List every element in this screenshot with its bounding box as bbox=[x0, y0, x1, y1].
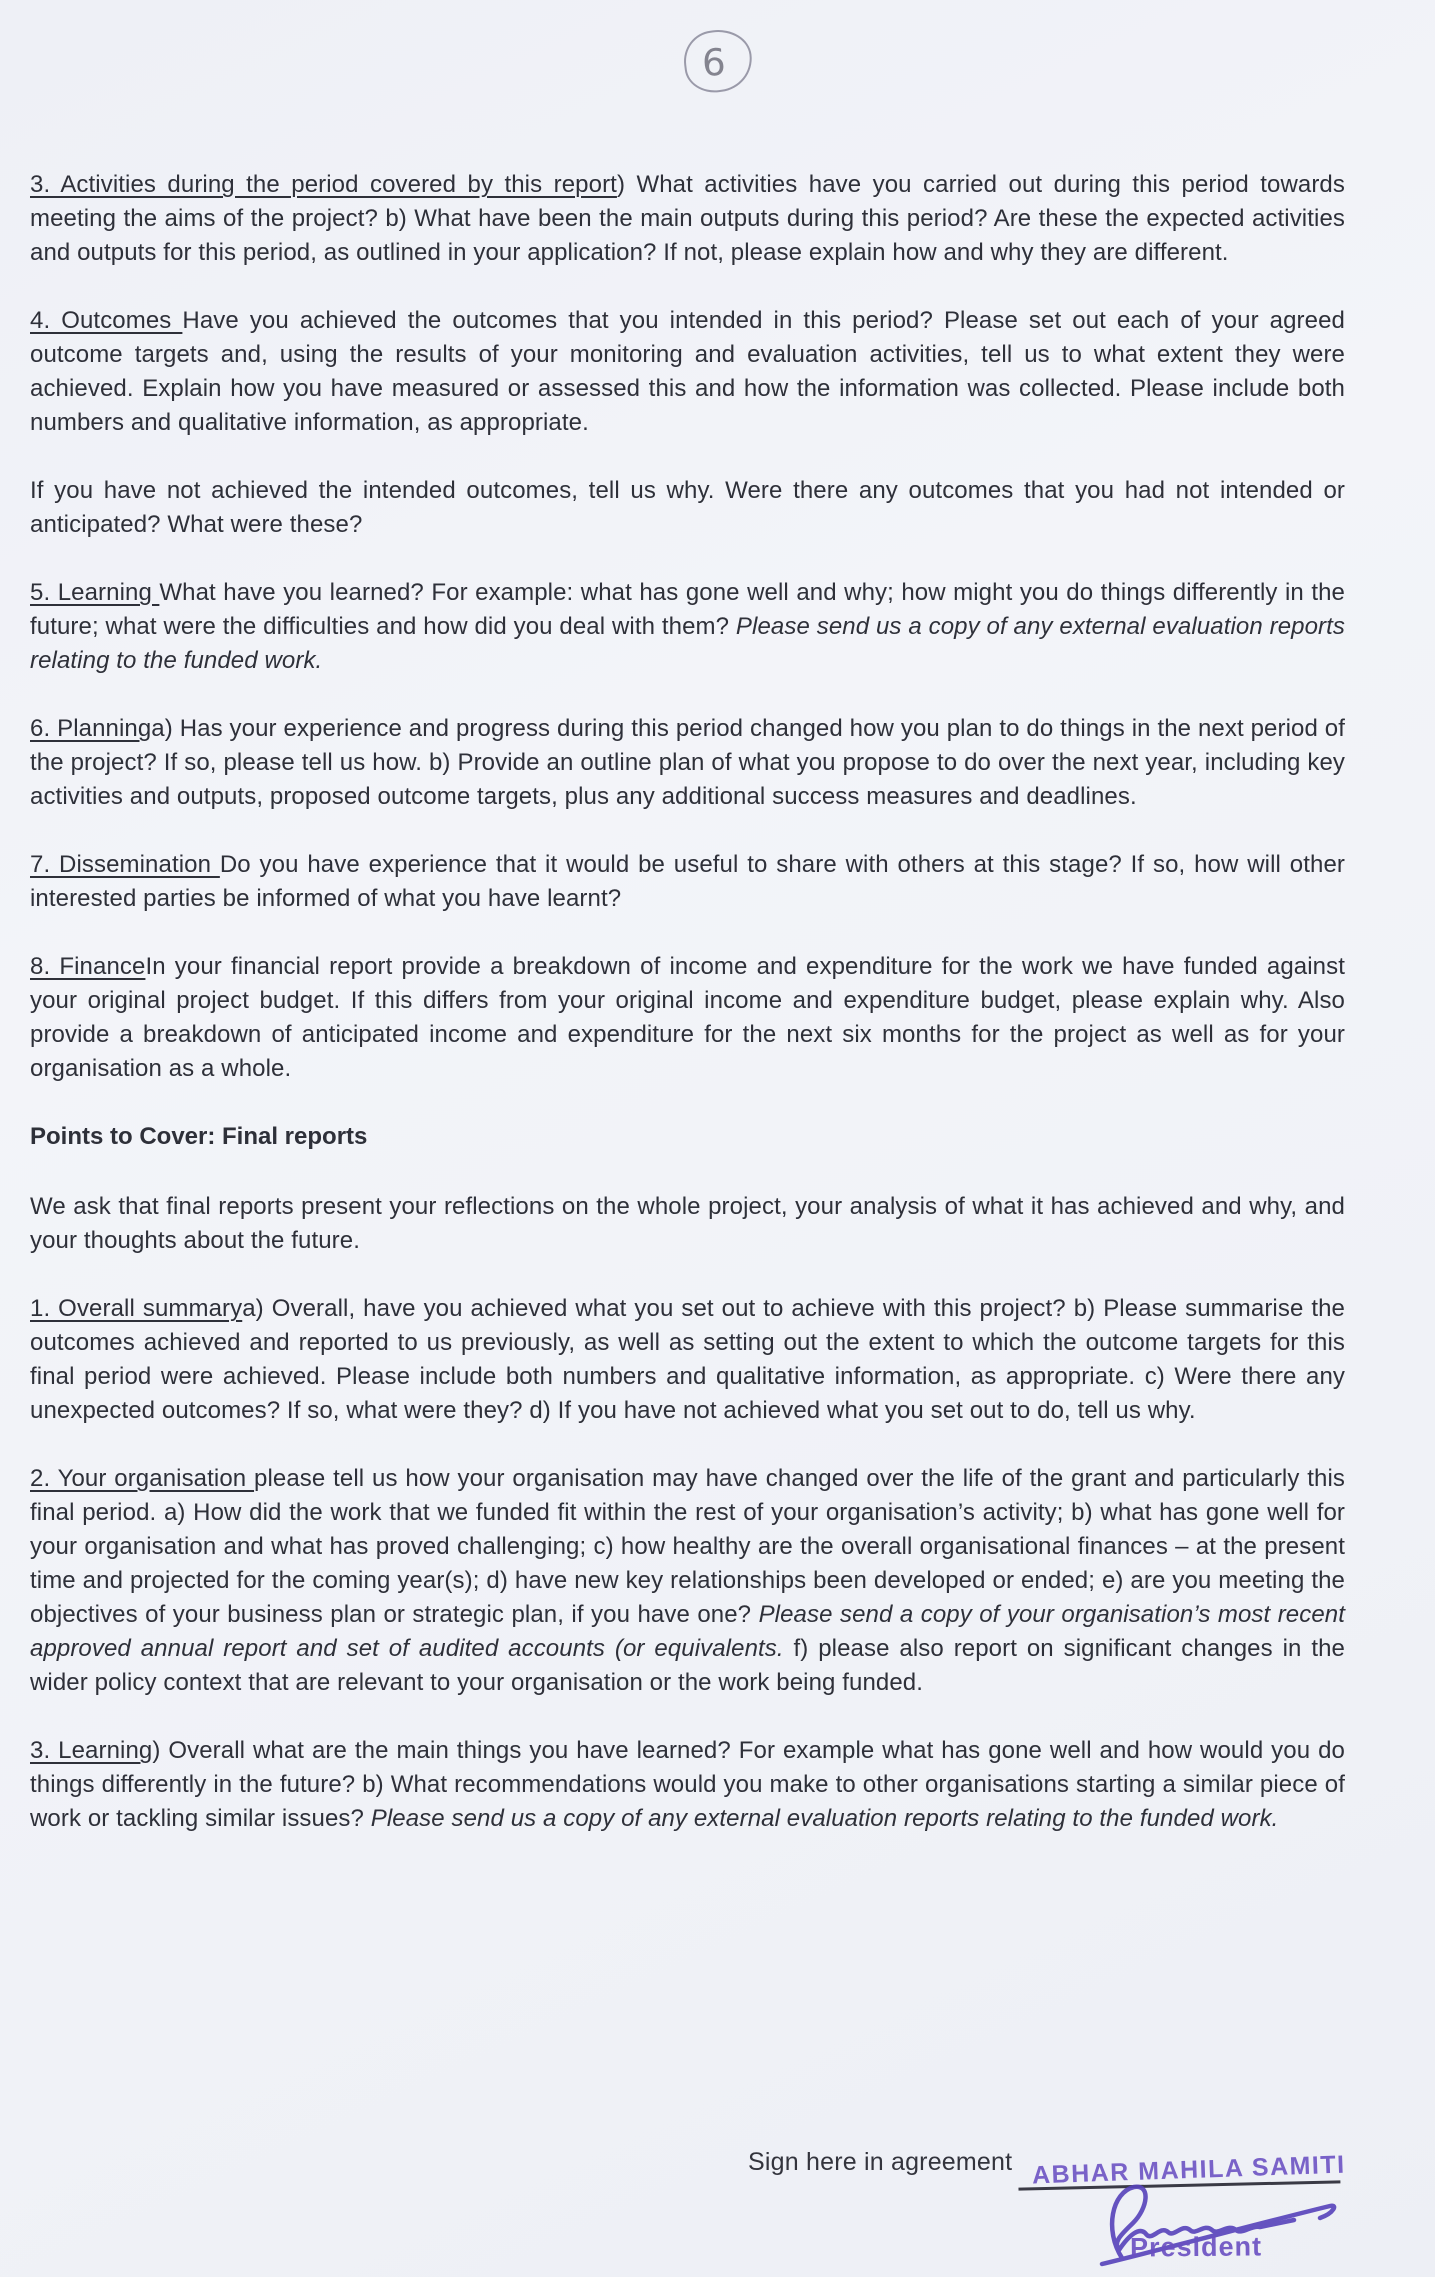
section-6-planning bbox=[30, 712, 1345, 814]
final-2-italic-note: Please send a copy of your organisation’s most recent approved annual report and set of audited accounts (or equivalents. bbox=[30, 1601, 1346, 1662]
section-8-heading: 8. Finance bbox=[30, 953, 146, 980]
section-5-italic-note: Please send us a copy of any external evaluation reports relating to the funded work. bbox=[30, 613, 1345, 674]
final-reports-heading: Points to Cover: Final reports bbox=[30, 1123, 368, 1150]
section-7-body: Do you have experience that it would be useful to share with others at this stage? If so, how will other interested parties be informed of what you have learnt? bbox=[30, 851, 1345, 912]
final-3-body: ) Overall what are the main things you have learned? For example what has gone well and how would you do things differently in the future? b) What recommendations would you make to other organisations starting a similar piece of work or tackling similar issues? bbox=[30, 1737, 1345, 1832]
section-5-learning bbox=[30, 576, 1345, 678]
section-4-body: Have you achieved the outcomes that you intended in this period? Please set out each of your agreed outcome targets and, using the results of your monitoring and evaluation activities, tell us to what extent they were achieved. Explain how you have measured or assessed this and how the information was collected. Please include both numbers and qualitative information, as appropriate. bbox=[30, 307, 1345, 436]
signature-block bbox=[0, 2120, 1435, 2277]
final-1-heading: 1. Overall summary bbox=[30, 1295, 243, 1322]
section-4-outcomes-continued bbox=[30, 474, 1345, 542]
section-5-body: What have you learned? For example: what has gone well and why; how might you do things differently in the future; what were the difficulties and how did you deal with them? bbox=[30, 579, 1345, 640]
section-4-outcomes bbox=[30, 304, 1345, 440]
final-2-tail: f) please also report on significant changes in the wider policy context that are relevant to your organisation or the work being funded. bbox=[30, 1635, 1345, 1696]
final-3-italic-note: Please send us a copy of any external evaluation reports relating to the funded work. bbox=[370, 1805, 1279, 1832]
final-1-body: a) Overall, have you achieved what you set out to achieve with this project? b) Please summarise the outcomes achieved and reported to us previously, as well as setting out the extent to which the outcome targets for this final period were achieved. Please include both numbers and qualitative information, as appropriate. c) Were there any unexpected outcomes? If so, what were they? d) If you have not achieved what you set out to do, tell us why. bbox=[30, 1295, 1346, 1424]
section-7-heading: 7. Dissemination bbox=[30, 851, 220, 878]
section-3-heading: 3. Activities during the period covered by this report bbox=[30, 171, 617, 198]
final-3-heading: 3. Learning bbox=[30, 1737, 153, 1764]
final-1-overall-summary bbox=[30, 1292, 1345, 1428]
section-7-dissemination bbox=[30, 848, 1345, 916]
final-2-your-organisation bbox=[30, 1462, 1345, 1700]
handwritten-page-number-circle bbox=[680, 26, 755, 96]
section-3-activities bbox=[30, 168, 1345, 270]
section-3-body: ) What activities have you carried out during this period towards meeting the aims of the project? b) What have been the main outputs during this period? Are these the expected activities and outputs for this period, as outlined in your application? If not, please explain how and why they are different. bbox=[30, 171, 1345, 266]
final-2-heading: 2. Your organisation bbox=[30, 1465, 255, 1492]
section-4b-body: If you have not achieved the intended outcomes, tell us why. Were there any outcomes that you had not intended or anticipated? What were these? bbox=[30, 477, 1345, 538]
final-intro-body: We ask that final reports present your reflections on the whole project, your analysis of what it has achieved and why, and your thoughts about the future. bbox=[30, 1193, 1345, 1254]
section-6-body: a) Has your experience and progress during this period changed how you plan to do things in the next period of the project? If so, please tell us how. b) Provide an outline plan of what you propose to do over the next year, including key activities and outputs, proposed outcome targets, plus any additional success measures and deadlines. bbox=[30, 715, 1345, 810]
final-2-body: please tell us how your organisation may have changed over the life of the grant and particularly this final period. a) How did the work that we funded fit within the rest of your organisation’s activity; b) what has gone well for your organisation and what has proved challenging; c) how healthy are the overall organisational finances – at the present time and projected for the coming year(s); d) have new key relationships been developed or ended; e) are you meeting the objectives of your business plan or strategic plan, if you have one? bbox=[30, 1465, 1345, 1628]
final-reports-intro bbox=[30, 1190, 1345, 1258]
section-8-body: In your financial report provide a breakdown of income and expenditure for the work we have funded against your original project budget. If this differs from your original income and expenditure budget, please explain why. Also provide a breakdown of anticipated income and expenditure for the next six months for the project as well as for your organisation as a whole. bbox=[30, 953, 1345, 1082]
president-stamp: President bbox=[1129, 2231, 1263, 2263]
page-number: 6 bbox=[701, 40, 727, 85]
section-8-finance bbox=[30, 950, 1345, 1086]
section-4-heading: 4. Outcomes bbox=[30, 307, 183, 334]
section-5-heading: 5. Learning bbox=[30, 579, 160, 606]
final-3-learning bbox=[30, 1734, 1345, 1836]
document-body bbox=[30, 168, 1345, 1870]
sign-here-label: Sign here in agreement bbox=[748, 2148, 1013, 2176]
section-6-heading: 6. Planning bbox=[30, 715, 152, 742]
organisation-stamp: ABHAR MAHILA SAMITI bbox=[1031, 2150, 1347, 2190]
